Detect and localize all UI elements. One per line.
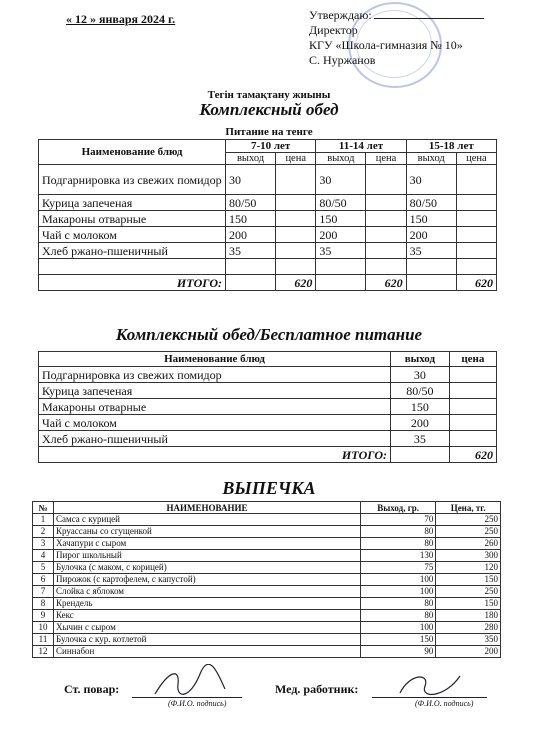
dish-out: 35 [391, 431, 450, 447]
dish-price [456, 227, 496, 243]
table-row [33, 634, 501, 646]
free-lunch-title: Комплексный обед/Бесплатное питание [115, 325, 423, 344]
complex-lunch-table [38, 139, 497, 291]
item-name: Круассаны со сгущенкой [54, 526, 361, 538]
item-out: 90 [361, 646, 436, 658]
dish-out: 30 [226, 165, 276, 195]
dish-out: 200 [226, 227, 276, 243]
cook-signature [150, 664, 230, 704]
item-price: 200 [436, 646, 501, 658]
dish-out: 80/50 [226, 195, 276, 211]
row-number: 9 [33, 610, 54, 622]
item-out: 100 [361, 622, 436, 634]
table-row [39, 227, 497, 243]
dish-price [366, 165, 406, 195]
item-price: 300 [436, 550, 501, 562]
empty-cell [456, 259, 496, 275]
total-row [39, 447, 497, 463]
menu-title: Комплексный обед [199, 100, 339, 119]
approve-line-4: С. Нуржанов [309, 53, 376, 67]
item-name: Булочка с кур. котлетой [54, 634, 361, 646]
table-row [39, 211, 497, 227]
item-name: Хачапури с сыром [54, 538, 361, 550]
table-row [33, 574, 501, 586]
dish-price [276, 165, 316, 195]
cook-label: Ст. повар: [64, 682, 120, 696]
medic-hint: (Ф.И.О. подпись) [415, 699, 474, 708]
item-price: 250 [436, 526, 501, 538]
empty-row [39, 259, 497, 275]
dish-price [276, 243, 316, 259]
empty-cell [316, 275, 366, 291]
item-price: 260 [436, 538, 501, 550]
dish-price [276, 227, 316, 243]
total-value-2: 620 [366, 275, 406, 291]
menu-subtitle-kz: Тегін тамақтану жиыны [207, 89, 331, 101]
table-row [33, 646, 501, 658]
age-group-1: 7-10 лет [226, 140, 316, 153]
dish-name: Чай с молоком [39, 227, 226, 243]
row-number: 2 [33, 526, 54, 538]
table-row [39, 367, 497, 383]
col-out-header: Выход, гр. [361, 502, 436, 514]
empty-cell [39, 259, 226, 275]
row-number: 6 [33, 574, 54, 586]
row-number: 4 [33, 550, 54, 562]
pitanie-line: Питание на тенге [225, 126, 313, 138]
dish-price [366, 227, 406, 243]
total-label: ИТОГО: [39, 447, 391, 463]
table-row [39, 243, 497, 259]
table-row [33, 562, 501, 574]
dish-out: 35 [316, 243, 366, 259]
sub-price: цена [276, 153, 316, 165]
item-price: 250 [436, 514, 501, 526]
dish-out: 30 [391, 367, 450, 383]
approval-block [309, 8, 484, 68]
table-row [33, 622, 501, 634]
medic-label: Мед. работник: [275, 682, 359, 696]
item-price: 180 [436, 610, 501, 622]
dish-price [449, 367, 496, 383]
approve-line-1: Утверждаю: [309, 8, 484, 23]
item-name: Синнабон [54, 646, 361, 658]
table-row [33, 610, 501, 622]
dish-price [449, 431, 496, 447]
dish-name: Курица запеченая [39, 383, 391, 399]
item-name: Пирог школьный [54, 550, 361, 562]
col-num-header: № [33, 502, 54, 514]
table-row [39, 383, 497, 399]
table-row [39, 195, 497, 211]
dish-out: 150 [316, 211, 366, 227]
dish-name: Хлеб ржано-пшеничный [39, 431, 391, 447]
dish-price [366, 211, 406, 227]
row-number: 11 [33, 634, 54, 646]
total-value: 620 [449, 447, 496, 463]
item-name: Самса с курицей [54, 514, 361, 526]
item-name: Слойка с яблоком [54, 586, 361, 598]
empty-cell [366, 259, 406, 275]
item-price: 150 [436, 574, 501, 586]
empty-cell [226, 259, 276, 275]
total-row [39, 275, 497, 291]
row-number: 12 [33, 646, 54, 658]
item-out: 75 [361, 562, 436, 574]
table-row [39, 431, 497, 447]
table-row [33, 586, 501, 598]
row-number: 3 [33, 538, 54, 550]
table-row [39, 165, 497, 195]
dish-out: 200 [391, 415, 450, 431]
document-date: « 12 » января 2024 г. [66, 12, 176, 26]
table-row [39, 415, 497, 431]
sub-out: выход [316, 153, 366, 165]
item-price: 350 [436, 634, 501, 646]
total-label: ИТОГО: [39, 275, 226, 291]
empty-cell [316, 259, 366, 275]
dish-out: 150 [391, 399, 450, 415]
row-number: 7 [33, 586, 54, 598]
dish-out: 80/50 [391, 383, 450, 399]
dish-name: Хлеб ржано-пшеничный [39, 243, 226, 259]
total-value-3: 620 [456, 275, 496, 291]
row-number: 5 [33, 562, 54, 574]
table-row [33, 538, 501, 550]
age-group-2: 11-14 лет [316, 140, 406, 153]
item-out: 100 [361, 574, 436, 586]
dish-name: Подгарнировка из свежих помидор [39, 367, 391, 383]
empty-cell [276, 259, 316, 275]
dish-name: Подгарнировка из свежих помидор [39, 165, 226, 195]
item-out: 150 [361, 634, 436, 646]
item-out: 80 [361, 526, 436, 538]
table-row [33, 526, 501, 538]
dish-price [456, 243, 496, 259]
approve-line-3: КГУ «Школа-гимназия № 10» [309, 38, 463, 52]
bakery-table [32, 501, 501, 658]
dish-out: 30 [406, 165, 456, 195]
dish-out: 150 [406, 211, 456, 227]
col-price-header: цена [449, 352, 496, 367]
sub-out: выход [406, 153, 456, 165]
col-name-header: Наименование блюд [39, 140, 226, 165]
dish-price [366, 243, 406, 259]
item-out: 80 [361, 610, 436, 622]
empty-cell [391, 447, 450, 463]
empty-cell [406, 259, 456, 275]
table-row [33, 514, 501, 526]
col-name-header: Наименование блюд [39, 352, 391, 367]
dish-price [449, 383, 496, 399]
item-out: 130 [361, 550, 436, 562]
item-name: Крендель [54, 598, 361, 610]
item-price: 120 [436, 562, 501, 574]
dish-out: 35 [406, 243, 456, 259]
dish-name: Чай с молоком [39, 415, 391, 431]
table-row [39, 399, 497, 415]
dish-name: Курица запеченая [39, 195, 226, 211]
item-out: 80 [361, 538, 436, 550]
dish-price [276, 195, 316, 211]
dish-out: 80/50 [406, 195, 456, 211]
dish-out: 150 [226, 211, 276, 227]
item-price: 250 [436, 586, 501, 598]
dish-out: 200 [316, 227, 366, 243]
total-value-1: 620 [276, 275, 316, 291]
bakery-rows [33, 514, 501, 658]
dish-price [456, 165, 496, 195]
item-name: Кекс [54, 610, 361, 622]
table-row [33, 550, 501, 562]
sub-price: цена [456, 153, 496, 165]
item-price: 150 [436, 598, 501, 610]
sub-price: цена [366, 153, 406, 165]
col-price-header: Цена, тг. [436, 502, 501, 514]
item-out: 80 [361, 598, 436, 610]
col-name-header: НАИМЕНОВАНИЕ [54, 502, 361, 514]
approve-line-2: Директор [309, 23, 358, 37]
item-out: 100 [361, 586, 436, 598]
age-group-3: 15-18 лет [406, 140, 496, 153]
item-price: 280 [436, 622, 501, 634]
dish-price [276, 211, 316, 227]
row-number: 10 [33, 622, 54, 634]
table-row [33, 598, 501, 610]
free-lunch-table [38, 351, 497, 463]
item-out: 70 [361, 514, 436, 526]
item-name: Булочка (с маком, с корицей) [54, 562, 361, 574]
dish-price [449, 415, 496, 431]
row-number: 1 [33, 514, 54, 526]
item-name: Хычин с сыром [54, 622, 361, 634]
dish-out: 30 [316, 165, 366, 195]
bakery-title: ВЫПЕЧКА [222, 478, 316, 498]
medic-signature [395, 668, 465, 702]
item-name: Пирожок (с картофелем, с капустой) [54, 574, 361, 586]
dish-out: 35 [226, 243, 276, 259]
dish-out: 80/50 [316, 195, 366, 211]
dish-out: 200 [406, 227, 456, 243]
col-out-header: выход [391, 352, 450, 367]
sub-out: выход [226, 153, 276, 165]
dish-price [456, 195, 496, 211]
dish-price [366, 195, 406, 211]
dish-name: Макароны отварные [39, 399, 391, 415]
empty-cell [406, 275, 456, 291]
dish-name: Макароны отварные [39, 211, 226, 227]
dish-price [449, 399, 496, 415]
row-number: 8 [33, 598, 54, 610]
dish-price [456, 211, 496, 227]
empty-cell [226, 275, 276, 291]
cook-hint: (Ф.И.О. подпись) [168, 699, 227, 708]
